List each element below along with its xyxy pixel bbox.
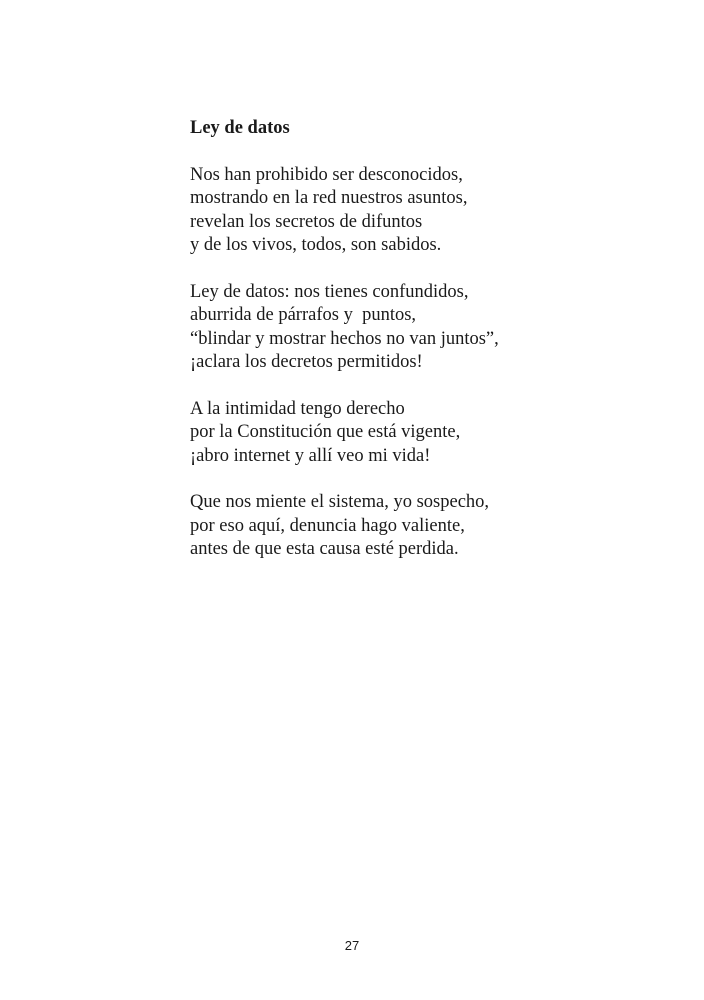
verse-line: A la intimidad tengo derecho [190, 398, 405, 419]
verse-line: por eso aquí, denuncia hago valiente, [190, 515, 465, 536]
verse-line: Nos han prohibido ser desconocidos, [190, 164, 463, 185]
stanza-2 [190, 281, 670, 375]
verse-line: Que nos miente el sistema, yo sospecho, [190, 492, 490, 513]
verse-line: ¡abro internet y allí veo mi vida! [190, 445, 431, 466]
poem [190, 117, 670, 585]
verse-line: revelan los secretos de difuntos [190, 211, 423, 232]
verse-line: Ley de datos: nos tienes confundidos, [190, 281, 469, 302]
stanza-1 [190, 164, 670, 258]
verse-line: y de los vivos, todos, son sabidos. [190, 235, 442, 256]
verse-line: “blindar y mostrar hechos no van juntos”, [190, 328, 499, 349]
verse-line: mostrando en la red nuestros asuntos, [190, 188, 468, 209]
stanza-4 [190, 491, 670, 561]
verse-line: antes de que esta causa esté perdida. [190, 539, 459, 560]
verse-line: aburrida de párrafos y puntos, [190, 305, 417, 326]
verse-line: ¡aclara los decretos permitidos! [190, 352, 423, 373]
verse-line: por la Constitución que está vigente, [190, 422, 461, 443]
poem-title: Ley de datos [190, 118, 290, 138]
page-number: 27 [344, 938, 360, 953]
stanza-3 [190, 398, 670, 468]
